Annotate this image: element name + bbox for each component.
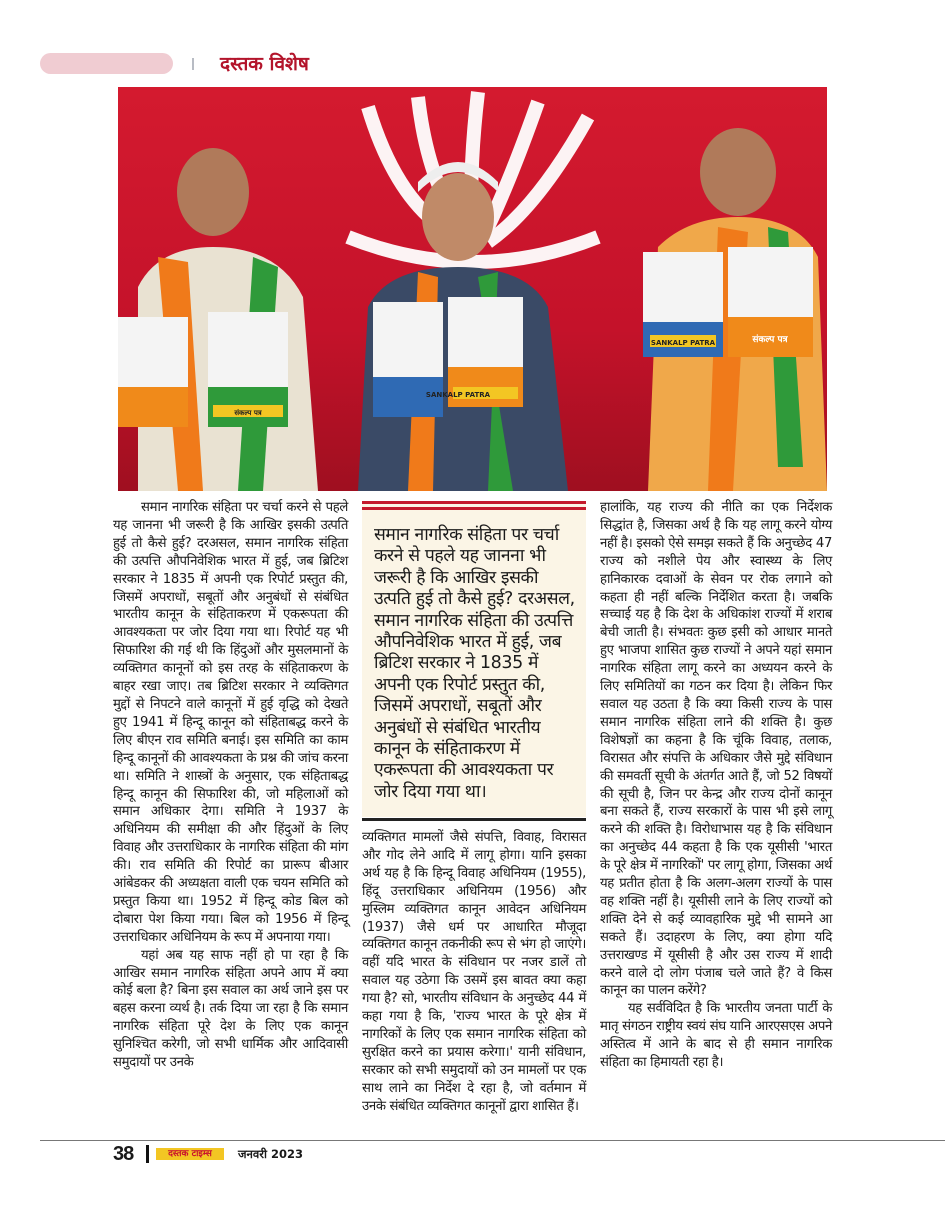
magazine-logo: दस्तक टाइम्स	[156, 1148, 224, 1160]
book-label: संकल्प पत्र	[752, 335, 788, 345]
footer-bar	[146, 1145, 149, 1163]
quote-top-rule	[362, 507, 586, 510]
paragraph: यह सर्वविदित है कि भारतीय जनता पार्टी के मातृ संगठन राष्ट्रीय स्वयं संघ यानि आरएसएस अपने अस्तित्व में आने के बाद से ही समान नागरिक संहिता का हिमायती रहा है।	[600, 1001, 832, 1071]
page-number: 38	[113, 1143, 134, 1165]
footer-divider	[40, 1140, 945, 1141]
article-column-2	[362, 829, 586, 1116]
issue-date: जनवरी 2023	[238, 1147, 304, 1161]
article-photo	[118, 87, 827, 491]
paragraph: समान नागरिक संहिता पर चर्चा करने से पहले यह जानना भी जरूरी है कि आखिर इसकी उत्पति हुई तो कैसे हुई? दरअसल, समान नागरिक संहिता की उत्पत्ति औपनिवेशिक भारत में हुई, जब ब्रिटिश सरकार ने 1835 में अपनी एक रिपोर्ट प्रस्तुत की, जिसमें अपराधों, सबूतों और अनुबंधों से संबंधित भारतीय कानून के संहिताकरण में एकरूपता की आवश्यकता पर जोर दिया गया था। रिपोर्ट यह भी सिफारिश की गई थी कि हिंदुओं और मुसलमानों के व्यक्तिगत कानूनों को इस तरह के संहिताकरण के बाहर रखा जाए। तब ब्रिटिश सरकार ने व्यक्तिगत मुद्दों से निपटने वाले कानूनों में हुई वृद्धि को देखते हुए 1941 में हिन्दू कानून को संहिताबद्ध करने के लिए बीएन राव समिति बनाई। इस समिति का काम हिन्दू कानूनों की आवश्यकता के प्रश्न की जांच करना था। समिति ने शास्त्रों के अनुसार, एक संहिताबद्ध हिन्दू कानून की सिफारिश की, जो महिलाओं को समान अधिकार देगा। समिति ने 1937 के अधिनियम की समीक्षा की और हिंदुओं के लिए विवाह और उत्तराधिकार के नागरिक संहिता की मांग की। राव समिति की रिपोर्ट का प्रारूप बीआर आंबेडकर की अध्यक्षता वाली एक चयन समिति को प्रस्तुत किया था। 1952 में हिन्दू कोड बिल को दोबारा पेश किया गया। बिल को 1956 में हिन्दू उत्तराधिकार अधिनियम के रूप में अपनाया गया।	[113, 500, 348, 945]
section-title: दस्तक विशेष	[220, 53, 309, 75]
article-column-1	[113, 499, 348, 1072]
photo-illustration	[118, 87, 827, 491]
quote-top-rule	[362, 501, 586, 504]
section-pill	[40, 53, 173, 74]
pull-quote	[362, 501, 586, 817]
paragraph: व्यक्तिगत मामलों जैसे संपत्ति, विवाह, विरासत और गोद लेने आदि में लागू होगा। यानि इसका अर्थ यह है कि हिन्दू विवाह अधिनियम (1955), हिंदू उत्तराधिकार अधिनियम (1956) और मुस्लिम व्यक्तिगत कानून आवेदन अधिनियम (1937) जैसे धर्म पर आधारित मौजूदा व्यक्तिगत कानून तकनीकी रूप से भंग हो जाएंगे। वहीं यदि भारत के संविधान पर नजर डालें तो सवाल यह उठेगा कि उसमें इस बावत क्या कहा गया है? सो, भारतीय संविधान के अनुच्छेद 44 में कहा गया है कि, 'राज्य भारत के पूरे क्षेत्र में नागरिकों के लिए एक समान नागरिक संहिता को सुरक्षित करने का प्रयास करेगा।' यानी संविधान, सरकार को सभी समुदायों को उन मामलों पर एक साथ लाने का निर्देश दे रहा है, जो वर्तमान में उनके संबंधित व्यक्तिगत कानूनों द्वारा शासित हैं।	[362, 830, 586, 1114]
pull-quote-text: समान नागरिक संहिता पर चर्चा करने से पहले यह जानना भी जरूरी है कि आखिर इसकी उत्पति हुई तो कैसे हुई? दरअसल, समान नागरिक संहिता की उत्पत्ति औपनिवेशिक भारत में हुई, जब ब्रिटिश सरकार ने 1835 में अपनी एक रिपोर्ट प्रस्तुत की, जिसमें अपराधों, सबूतों और अनुबंधों से संबंधित भारतीय कानून के संहिताकरण में एकरूपता की आवश्यकता पर जोर दिया गया था।	[374, 525, 575, 802]
paragraph: यहां अब यह साफ नहीं हो पा रहा है कि आखिर समान नागरिक संहिता अपने आप में क्या कोई बला है? बिना इस सवाल का अर्थ जाने इस पर बहस करना व्यर्थ है। तर्क दिया जा रहा है कि समान नागरिक संहिता पूरे देश के लिए एक कानून सुनिश्चित करेगी, जो सभी धार्मिक और आदिवासी समुदायों पर उनके	[113, 947, 348, 1071]
book-label: SANKALP PATRA	[425, 391, 491, 399]
quote-bottom-rule	[362, 818, 586, 821]
paragraph: हालांकि, यह राज्य की नीति का एक निर्देशक सिद्धांत है, जिसका अर्थ है कि यह लागू करने योग्य नहीं है। इसको ऐसे समझ सकते हैं कि अनुच्छेद 47 राज्य को नशीले पेय और स्वास्थ्य के लिए हानिकारक दवाओं के सेवन पर रोक लगाने को कहता ही नहीं बल्कि निर्देशित करता है। जबकि सच्चाई यह है कि देश के अधिकांश राज्यों में शराब बेची जाती है। संभवतः कुछ इसी को आधार मानते हुए भाजपा शासित कुछ राज्यों ने अपने यहां समान नागरिक संहिता लागू करने का अध्ययन करने के लिए समितियों का गठन कर दिया है। लेकिन फिर सवाल यह उठता है कि क्या किसी राज्य के पास समान नागरिक संहिता लाने की शक्ति है। कुछ विशेषज्ञों का कहना है कि चूंकि विवाह, तलाक, विरासत और संपत्ति के अधिकार जैसे मुद्दे संविधान की समवर्ती सूची के अंतर्गत आते हैं, जो 52 विषयों की सूची है, जिन पर केन्द्र और राज्य दोनों कानून बना सकते हैं, राज्य सरकारों के पास भी इसे लागू करने की शक्ति है। विरोधाभास यह है कि संविधान का अनुच्छेद 44 कहता है कि एक यूसीसी 'भारत के पूरे क्षेत्र में नागरिकों' पर लागू होगा, जिसका अर्थ यह प्रतीत होता है कि अलग-अलग राज्यों के पास वह शक्ति नहीं है। यूसीसी लाने के लिए राज्यों को शक्ति देने से कई व्यावहारिक मुद्दे भी सामने आ सकते हैं। उदाहरण के लिए, क्या होगा यदि उत्तराखण्ड में यूसीसी है और उस राज्य में शादी करने वाले दो लोग पंजाब चले जाते हैं? वे किस कानून का पालन करेंगे?	[600, 500, 832, 999]
book-label: SANKALP PATRA	[650, 339, 716, 347]
header-divider	[192, 58, 194, 70]
book-label: संकल्प पत्र	[234, 409, 262, 417]
book-center	[373, 297, 523, 417]
article-column-3	[600, 499, 832, 1072]
